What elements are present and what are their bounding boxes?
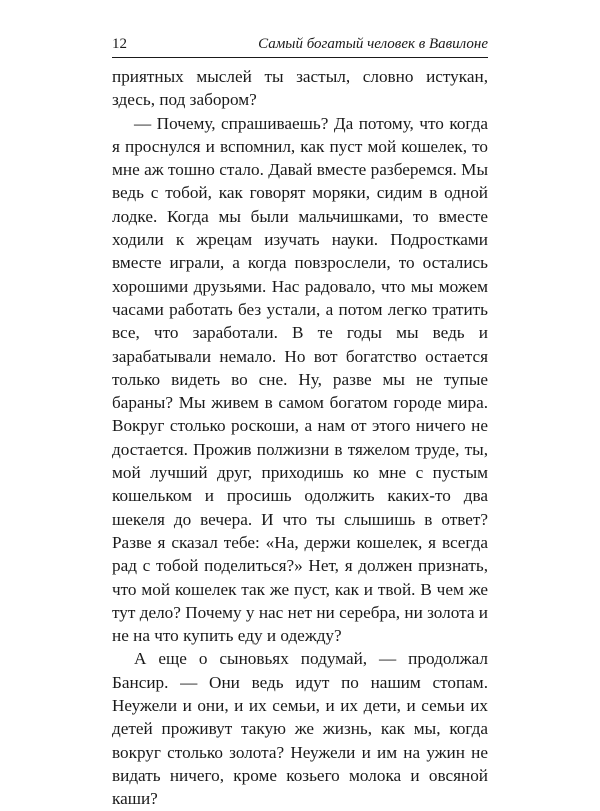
book-title: Самый богатый человек в Вавилоне xyxy=(258,36,488,52)
book-page xyxy=(112,34,488,811)
paragraph-dialogue: — Почему, спрашиваешь? Да потому, что когда я проснулся и вспомнил, как пуст мой кошелек, то мне аж тошно стало. Давай вместе разберемся. Мы ведь с тобой, как говорят моряки, сидим в одной лодке. Когда мы были мальчишками, то вместе ходили к жрецам изучать науки. Подростками вместе играли, а когда повзрослели, то остались хорошими друзьями. Нас радовало, что мы можем часами работать без устали, а потом легко тратить все, что заработали. В те годы мы ведь и зарабатывали немало. Но вот богатство остается только видеть во сне. Ну, разве мы не тупые бараны? Мы живем в самом богатом городе мира. Вокруг столько роскоши, а нам от этого ничего не достается. Прожив полжизни в тяжелом труде, ты, мой лучший друг, приходишь ко мне с пустым кошельком и просишь одолжить каких-то два шекеля до вечера. И что ты слышишь в ответ? Разве я сказал тебе: «На, держи кошелек, я всегда рад с тобой поделиться?» Нет, я должен признать, что мой кошелек так же пуст, как и твой. В чем же тут дело? Почему у нас нет ни серебра, ни золота и не на что купить еду и одежду? xyxy=(112,113,488,646)
paragraph-continuation: приятных мыслей ты застыл, словно истукан, здесь, под забором? xyxy=(112,67,488,110)
running-header xyxy=(112,34,488,58)
page-number: 12 xyxy=(112,36,127,52)
paragraph-narration: А еще о сыновьях подумай, — продолжал Бансир. — Они ведь идут по нашим стопам. Неужели и они, и их семьи, и их дети, и семьи их детей проживут такую же жизнь, как мы, когда вокруг столько золота? Неужели и им на ужин не видать ничего, кроме козьего молока и овсяной каши? xyxy=(112,649,488,809)
body-text xyxy=(112,65,488,811)
